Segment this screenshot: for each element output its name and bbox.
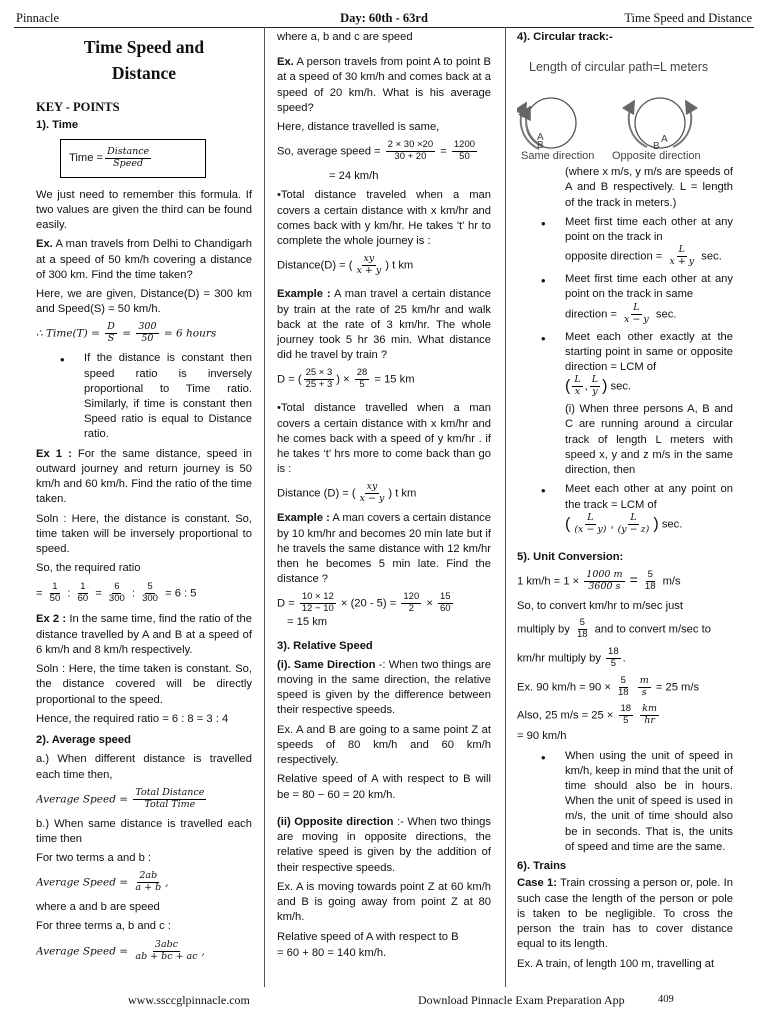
- opposite-direction-circle: [635, 98, 685, 148]
- key-points-heading: KEY - POINTS: [36, 99, 120, 114]
- list-item: • Meet each other exactly at the starting point in same or opposite direction = LCM of ( $\frac{L}{x}$ , $\frac{L}{y}$ ) sec.: [517, 330, 733, 399]
- header-rule: [14, 27, 754, 28]
- same-direction-example: Ex. A and B are going to a same point Z at speeds of 80 km/h and 60 km/h respectively.: [277, 723, 491, 767]
- page-header: [0, 8, 768, 28]
- average-speed-heading: 2). Average speed: [36, 734, 131, 747]
- avg-case-a: a.) When different distance is travelled each time then,: [36, 753, 252, 781]
- label-opposite-direction: Opposite direction: [612, 150, 701, 163]
- three-terms: For three terms a, b and c :: [36, 920, 171, 933]
- avg-speed-equation: So, average speed = $\frac{2 \times 30 \times 20}{30 + 20}$ = $\frac{1200}{50}$: [277, 139, 476, 163]
- label-b: B: [537, 140, 544, 152]
- remember-text: We just need to remember this formula. If two values are given the third can be found easily.: [36, 188, 252, 232]
- so-convert: So, to convert km/hr to m/sec just: [517, 599, 684, 612]
- column-2: [277, 30, 491, 985]
- circular-bullets: [517, 215, 733, 398]
- header-topic: Time Speed and Distance: [624, 11, 752, 25]
- unit-conversion-heading: 5). Unit Conversion:: [517, 550, 624, 563]
- avg-result: = 24 km/h: [329, 170, 379, 183]
- distance-formula-1: Distance(D) = ( $\frac{xy}{x + y}$ ) t km: [277, 253, 414, 277]
- list-item: • Meet first time each other at any point on the track in opposite direction = $\frac{L}{x + y}$ sec.: [517, 215, 733, 268]
- example-90: Ex. 90 km/h = 90 × $\frac{5}{18}$ $\frac{m}{s}$ = 25 m/s: [517, 674, 700, 698]
- train-example: Ex. A train, of length 100 m, travelling at: [517, 957, 715, 970]
- label-a: A: [537, 132, 544, 144]
- example-avg: Ex. A person travels from point A to point B at a speed of 30 km/h and comes back at a speed of 20 km/h. What is his average speed?: [277, 56, 491, 114]
- page-number: 409: [658, 994, 674, 1005]
- where-ab: where a and b are speed: [36, 901, 160, 914]
- example-train: Example : A man travel a certain distance by train at the rate of 25 km/hr and walk back at the rate of 3 km/hr. The whole journey took 5 hr 36 min. What distance did he travel by train ?: [277, 288, 491, 362]
- total-distance-text-2: •Total distance travelled when a man covers a certain distance with x km/hr and he comes back with a speed of y km/hr . if he takes ‘t’ hrs more to come back than go is :: [277, 402, 491, 476]
- example-25: Also, 25 m/s = 25 × $\frac{18}{5}$ $\frac{km}{hr}$: [517, 703, 657, 727]
- unit-bullets: [517, 749, 733, 856]
- bullet-list: [36, 351, 252, 442]
- column-divider: [505, 27, 506, 987]
- opposite-direction-result: Relative speed of A with respect to B: [277, 930, 459, 943]
- where-xy: (where x m/s, y m/s are speeds of A and B respectively. L = length of the track in meters.): [565, 166, 733, 209]
- opposite-direction-example: Ex. A is moving towards point Z at 60 km/h and B is going away from point Z at 80 km/h.: [277, 880, 491, 924]
- list-item: • Meet first time each other at any point on the track in same direction = $\frac{L}{x - y}$ sec.: [517, 272, 733, 325]
- column-1: [36, 30, 252, 985]
- solution-2: Soln : Here, the time taken is constant. So, the distance covered will be directly proportional to the speed.: [36, 663, 252, 706]
- avg-formula-a: Average Speed = $\frac{\text{Total Distance}}{\text{Total Time}}$: [36, 786, 205, 810]
- example-25-result: = 90 km/h: [517, 730, 567, 743]
- same-direction-text: (i). Same Direction -: When two things are moving in the same direction, the relative speed is given by the difference between their respective speeds.: [277, 658, 491, 717]
- three-persons-bullets: [517, 482, 733, 535]
- page-title: Time Speed and Distance: [83, 37, 205, 84]
- example-late: Example : A man covers a certain distance by 10 km/hr and becomes 20 min late but if he travels the same distance with 12 km/hr then he becomes 5 min late. Find the distance ?: [277, 512, 491, 586]
- opposite-direction-text: (ii) Opposite direction :- When two things are moving in opposite directions, the relative speed is given by the addition of their respective speeds.: [277, 815, 491, 874]
- time-heading: 1). Time: [36, 118, 79, 131]
- solution-1: Soln : Here, the distance is constant. So, time taken will be inversely proportional to speed.: [36, 512, 252, 556]
- list-item: • If the distance is constant then speed ratio is inversely proportional to Time ratio. Similarly, if time is constant then Speed ratio is equal to Distance ratio.: [36, 351, 252, 442]
- here-same: Here, distance travelled is same,: [277, 121, 440, 134]
- header-day: Day: 60th - 63rd: [340, 11, 428, 25]
- ratio-intro: So, the required ratio: [36, 562, 141, 575]
- header-brand: Pinnacle: [16, 11, 60, 25]
- arrow-b-icon: [629, 103, 647, 147]
- unit-equation: 1 km/h = 1 × $\frac{1000 m}{3600 s}$ = $\frac{5}{18}$ m/s: [517, 568, 681, 592]
- hence-text: Hence, the required ratio = 6 : 8 = 3 : 4: [36, 712, 229, 725]
- d1-equation: D = ( $\frac{25 \times 3}{25 + 3}$ ) × $\frac{28}{5}$ = 15 km: [277, 367, 415, 391]
- kmhr-multiply-line: km/hr multiply by $\frac{18}{5}$ .: [517, 645, 626, 669]
- opposite-direction-value: = 60 + 80 = 140 km/h.: [277, 946, 387, 959]
- same-direction-result: Relative speed of A with respect to B will be = 80 − 60 = 20 km/h.: [277, 773, 491, 801]
- two-terms: For two terms a and b :: [36, 852, 152, 865]
- list-item: • Meet each other at any point on the track = LCM of ( $\frac{L}{(x - y)}$ , $\frac{L}{(y - z)}$ ) sec.: [517, 482, 733, 535]
- three-persons-text: (i) When three persons A, B and C are running around a circular track of length L meters with speed x, y and z m/s in the same direction, then: [565, 403, 733, 477]
- case-1-text: Case 1: Train crossing a person or, pole. In such case the length of the person or pole is taken to be negligible. To cross the person the train has to cover distance equal to its length.: [517, 877, 733, 951]
- column-divider: [264, 27, 265, 987]
- circles-svg: [517, 45, 733, 161]
- given-text: Here, we are given, Distance(D) = 300 km and Speed(S) = 50 km/h.: [36, 287, 252, 316]
- circular-track-heading: 4). Circular track:-: [517, 31, 613, 43]
- time-equation: ∴ Time(T) = $\frac{D}{S}$ = $\frac{300}{50}$ = 6 hours: [36, 321, 217, 345]
- label-b: B: [653, 141, 660, 153]
- ratio-equation: = $\frac{1}{50}$ : $\frac{1}{60}$ = $\frac{6}{300}$ : $\frac{5}{300}$ = 6 : 5: [36, 580, 197, 604]
- diagram-title: Length of circular path=L meters: [529, 60, 709, 75]
- avg-formula-c: Average Speed = $\frac{\text{3abc}}{ab + bc + ac}$ ,: [36, 938, 205, 962]
- d2-result: = 15 km: [287, 616, 328, 629]
- time-formula-box: Time = $\frac{\text{Distance}}{\text{Speed}}$: [60, 139, 206, 178]
- where-abc: where a, b and c are speed: [277, 31, 413, 43]
- list-item: • When using the unit of speed in km/h, keep in mind that the unit of time should also be in hours. When the unit of speed is used in m/s, the unit of time should also be in seconds. That is, the units of speed and time are the same.: [517, 749, 733, 856]
- multiply-line: multiply by $\frac{5}{18}$ and to convert m/sec to: [517, 616, 711, 640]
- label-same-direction: Same direction: [521, 150, 595, 163]
- label-a: A: [661, 134, 668, 146]
- d2-equation: D = $\frac{10 \times 12}{12 - 10}$ × (20 - 5) = $\frac{120}{2}$ × $\frac{15}{60}$: [277, 591, 451, 615]
- arrow-a-icon: [673, 103, 691, 147]
- example-1: Ex 1 : For the same distance, speed in outward journey and return journey is 50 km/h and 60 km/h. Find the ratio of the time taken.: [36, 447, 252, 506]
- total-distance-text: •Total distance traveled when a man covers a certain distance with x km/hr and comes back with y km/hr. He takes 't' hr to complete the whole journey is :: [277, 189, 491, 248]
- column-3: [517, 30, 733, 985]
- trains-heading: 6). Trains: [517, 860, 567, 873]
- example-2: Ex 2 : In the same time, find the ratio of the distance travelled by A and B at a speed of 6 km/h and 8 km/h respectively.: [36, 613, 252, 656]
- distance-formula-2: Distance (D) = ( $\frac{xy}{x - y}$ ) t km: [277, 481, 417, 505]
- footer-website: www.ssccglpinnacle.com: [128, 993, 250, 1007]
- avg-case-b: b.) When same distance is travelled each time then: [36, 817, 252, 845]
- footer-app: Download Pinnacle Exam Preparation App: [418, 993, 625, 1007]
- relative-speed-heading: 3). Relative Speed: [277, 639, 373, 652]
- avg-formula-b: Average Speed = $\frac{2ab}{a + b}$ ,: [36, 870, 169, 894]
- circular-track-diagram: [517, 45, 733, 161]
- example-text: Ex. A man travels from Delhi to Chandigarh at a speed of 50 km/h covering a distance of 300 km. Find the time taken?: [36, 238, 252, 281]
